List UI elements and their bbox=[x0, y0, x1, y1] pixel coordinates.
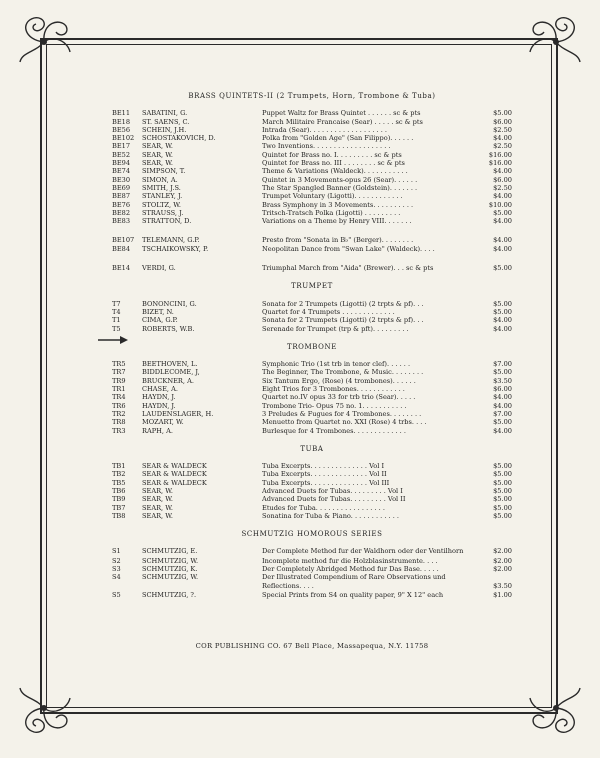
entry-code: BE14 bbox=[112, 264, 131, 273]
entry-price: $5.00 bbox=[493, 486, 512, 495]
entry-code: TB9 bbox=[112, 495, 126, 504]
brass-list-2 bbox=[112, 236, 512, 253]
entry-price: $5.00 bbox=[493, 368, 512, 377]
entry-title: Theme & Variations (Waldeck). . . . . . . . . . . bbox=[262, 167, 408, 176]
catalog-entry bbox=[112, 385, 512, 393]
entry-price: $5.00 bbox=[493, 462, 512, 471]
catalog-entry bbox=[112, 151, 512, 159]
entry-title: Tuba Excerpts. . . . . . . . . . . . . . Vol III bbox=[262, 478, 390, 487]
catalog-entry bbox=[112, 245, 512, 253]
catalog-entry bbox=[112, 565, 512, 573]
entry-composer: SEAR, W. bbox=[142, 159, 173, 168]
schmutzig-list bbox=[112, 547, 512, 599]
entry-composer: BEETHOVEN, L. bbox=[142, 360, 198, 369]
catalog-entry bbox=[112, 192, 512, 200]
catalog-entry bbox=[112, 184, 512, 192]
entry-title: Der Illustrated Compendium of Rare Observations und Reflections. . . . bbox=[262, 573, 446, 590]
entry-code: BE74 bbox=[112, 167, 131, 176]
entry-price: $6.00 bbox=[493, 385, 512, 394]
entry-composer: SEAR & WALDECK bbox=[142, 478, 207, 487]
entry-composer: STOLTZ, W. bbox=[142, 200, 181, 209]
catalog-entry bbox=[112, 557, 512, 565]
entry-composer: HAYDN, J. bbox=[142, 401, 176, 410]
entry-composer: TELEMANN, G.P. bbox=[142, 236, 200, 245]
entry-composer: BIZET, N. bbox=[142, 307, 174, 316]
entry-composer: SCHMUTZIG, ?. bbox=[142, 590, 197, 599]
entry-composer: SCHMUTZIG, E. bbox=[142, 547, 198, 556]
entry-code: BE83 bbox=[112, 217, 131, 226]
entry-title: Tritsch-Tratsch Polka (Ligotti) . . . . . . . . . bbox=[262, 208, 401, 217]
entry-code: TB1 bbox=[112, 462, 126, 471]
entry-code: S5 bbox=[112, 590, 121, 599]
entry-title: Der Completely Abridged Method fur Das Base. . . . . bbox=[262, 565, 439, 574]
entry-composer: SCHMUTZIG, W. bbox=[142, 556, 199, 565]
entry-title: Eight Trios for 3 Trombones. . . . . . . . . . . . bbox=[262, 385, 405, 394]
entry-title: Trombone Trio- Opus 75 no. 1. . . . . . . . . . . bbox=[262, 401, 407, 410]
entry-composer: ST. SAENS, C. bbox=[142, 117, 190, 126]
entry-price: $3.50 bbox=[493, 581, 512, 590]
entry-title: Sonatina for Tuba & Piano. . . . . . . . . . . . bbox=[262, 511, 399, 520]
entry-price: $16.00 bbox=[488, 150, 512, 159]
entry-code: TB5 bbox=[112, 478, 126, 487]
entry-price: $5.00 bbox=[493, 511, 512, 520]
catalog-entry bbox=[112, 402, 512, 410]
catalog-entry bbox=[112, 236, 512, 244]
entry-price: $4.00 bbox=[493, 236, 512, 245]
entry-title: Intrada (Sear). . . . . . . . . . . . . . . . . . . bbox=[262, 125, 388, 134]
entry-price: $5.00 bbox=[493, 495, 512, 504]
entry-price: $7.00 bbox=[493, 409, 512, 418]
entry-code: T4 bbox=[112, 307, 121, 316]
entry-composer: SCHOSTAKOVICH, D. bbox=[142, 134, 216, 143]
section-title-schmutzig: SCHMUTZIG HOMOROUS SERIES bbox=[241, 530, 383, 539]
entry-title: Two Inventions. . . . . . . . . . . . . . . . . . . bbox=[262, 142, 391, 151]
catalog-entry bbox=[112, 316, 512, 324]
entry-code: BE94 bbox=[112, 159, 131, 168]
entry-title: Burlesque for 4 Trombones. . . . . . . . . . . . . bbox=[262, 426, 406, 435]
entry-title: Six Tantum Ergo, (Rose) (4 trombones). . . . . . bbox=[262, 376, 416, 385]
publisher-footer: COR PUBLISHING CO. 67 Bell Place, Massapequa, N.Y. 11758 bbox=[195, 642, 429, 650]
entry-composer: BONONCINI, G. bbox=[142, 299, 197, 308]
catalog-entry bbox=[112, 377, 512, 385]
entry-composer: STANLEY, J. bbox=[142, 192, 183, 201]
entry-price: $5.00 bbox=[493, 478, 512, 487]
entry-price: $2.00 bbox=[493, 565, 512, 574]
catalog-entry bbox=[112, 167, 512, 175]
entry-title: The Beginner, The Trombone, & Music. . . . . . . . bbox=[262, 368, 424, 377]
entry-title: Trumpet Voluntary (Ligotti). . . . . . . . . . . . bbox=[262, 192, 403, 201]
entry-composer: BRUCKNER, A. bbox=[142, 376, 194, 385]
entry-price: $10.00 bbox=[488, 200, 512, 209]
entry-title: Quintet for Brass no. III . . . . . . . . sc & pts bbox=[262, 159, 405, 168]
entry-price: $3.50 bbox=[493, 376, 512, 385]
catalog-entry bbox=[112, 393, 512, 401]
catalog-entry bbox=[112, 201, 512, 209]
entry-composer: SMITH, J.S. bbox=[142, 183, 181, 192]
entry-code: BE18 bbox=[112, 117, 131, 126]
entry-code: S3 bbox=[112, 565, 121, 574]
entry-price: $4.00 bbox=[493, 134, 512, 143]
entry-price: $4.00 bbox=[493, 192, 512, 201]
entry-title: Der Complete Method fur der Waldhorn oder der Ventilhorn bbox=[262, 547, 464, 556]
entry-price: $4.00 bbox=[493, 401, 512, 410]
entry-code: S2 bbox=[112, 556, 121, 565]
entry-price: $5.00 bbox=[493, 208, 512, 217]
entry-price: $5.00 bbox=[493, 264, 512, 273]
catalog-entry bbox=[112, 495, 512, 503]
entry-composer: RAPH, A. bbox=[142, 426, 173, 435]
entry-title: Sonata for 2 Trumpets (Ligotti) (2 trpts & pf). . . bbox=[262, 299, 424, 308]
entry-composer: TSCHAIKOWSKY, P. bbox=[142, 244, 209, 253]
catalog-entry bbox=[112, 300, 512, 308]
entry-price: $4.00 bbox=[493, 217, 512, 226]
entry-composer: SABATINI, G. bbox=[142, 109, 188, 118]
catalog-entry bbox=[112, 126, 512, 134]
section-title-trumpet: TRUMPET bbox=[291, 282, 333, 291]
catalog-entry bbox=[112, 427, 512, 435]
entry-price: $7.00 bbox=[493, 360, 512, 369]
entry-composer: SEAR & WALDECK bbox=[142, 470, 207, 479]
entry-code: BE87 bbox=[112, 192, 131, 201]
entry-code: BE69 bbox=[112, 183, 131, 192]
catalog-entry bbox=[112, 470, 512, 478]
entry-price: $5.00 bbox=[493, 503, 512, 512]
entry-price: $5.00 bbox=[493, 299, 512, 308]
entry-price: $2.00 bbox=[493, 547, 512, 556]
catalog-entry bbox=[112, 118, 512, 126]
entry-code: TB7 bbox=[112, 503, 126, 512]
catalog-entry bbox=[112, 109, 512, 117]
entry-code: BE84 bbox=[112, 244, 131, 253]
catalog-entry bbox=[112, 487, 512, 495]
catalog-entry bbox=[112, 325, 512, 333]
entry-code: BE107 bbox=[112, 236, 135, 245]
entry-price: $4.00 bbox=[493, 324, 512, 333]
catalog-entry bbox=[112, 217, 512, 225]
entry-price: $4.00 bbox=[493, 167, 512, 176]
catalog-entry bbox=[112, 591, 512, 599]
catalog-entry bbox=[112, 479, 512, 487]
entry-code: BE17 bbox=[112, 142, 131, 151]
entry-price: $1.00 bbox=[493, 590, 512, 599]
entry-composer: SIMON, A. bbox=[142, 175, 178, 184]
entry-code: TR1 bbox=[112, 385, 126, 394]
catalog-entry bbox=[112, 176, 512, 184]
entry-price: $2.50 bbox=[493, 142, 512, 151]
entry-composer: SEAR & WALDECK bbox=[142, 462, 207, 471]
entry-composer: ROBERTS, W.B. bbox=[142, 324, 195, 333]
entry-composer: SEAR, W. bbox=[142, 486, 173, 495]
entry-composer: MOZART, W. bbox=[142, 418, 184, 427]
entry-code: TB2 bbox=[112, 470, 126, 479]
entry-title: Puppet Waltz for Brass Quintet . . . . . . sc & pts bbox=[262, 109, 421, 118]
entry-title: Tuba Excerpts. . . . . . . . . . . . . . Vol I bbox=[262, 462, 385, 471]
catalog-entry bbox=[112, 360, 512, 368]
entry-composer: BIDDLECOME, J, bbox=[142, 368, 200, 377]
entry-composer: SEAR, W. bbox=[142, 150, 173, 159]
entry-code: T1 bbox=[112, 316, 121, 325]
corner-ornament-bottom-right bbox=[524, 676, 586, 738]
entry-code: T5 bbox=[112, 324, 121, 333]
entry-price: $4.00 bbox=[493, 316, 512, 325]
entry-price: $4.00 bbox=[493, 393, 512, 402]
entry-title: Variations on a Theme by Henry VIII. . . . . . . bbox=[262, 217, 412, 226]
entry-code: BE82 bbox=[112, 208, 131, 217]
entry-composer: STRAUSS, J. bbox=[142, 208, 184, 217]
entry-code: TR2 bbox=[112, 409, 126, 418]
entry-title: Brass Symphony in 3 Movements. . . . . . . . . . bbox=[262, 200, 414, 209]
catalog-entry bbox=[112, 504, 512, 512]
entry-composer: HAYDN, J. bbox=[142, 393, 176, 402]
entry-price: $5.00 bbox=[493, 418, 512, 427]
entry-price: $16.00 bbox=[488, 159, 512, 168]
section-title-tuba: TUBA bbox=[300, 444, 324, 453]
tuba-list bbox=[112, 462, 512, 520]
entry-title: Menuetto from Quartet no. XXI (Rose) 4 trbs. . . . bbox=[262, 418, 427, 427]
entry-code: TR4 bbox=[112, 393, 126, 402]
catalog-entry bbox=[112, 547, 512, 555]
entry-title: March Militaire Francaise (Sear) . . . . . sc & pts bbox=[262, 117, 423, 126]
entry-title: Advanced Duets for Tubas. . . . . . . . . Vol II bbox=[262, 495, 406, 504]
catalog-entry bbox=[112, 134, 512, 142]
entry-code: BE76 bbox=[112, 200, 131, 209]
brass-list-3 bbox=[112, 264, 512, 272]
entry-title: Neopolitan Dance from "Swan Lake" (Waldeck). . . . bbox=[262, 244, 435, 253]
entry-composer: SEAR, W. bbox=[142, 511, 173, 520]
catalog-entry bbox=[112, 418, 512, 426]
catalog-entry bbox=[112, 512, 512, 520]
entry-code: TR5 bbox=[112, 360, 126, 369]
entry-code: TR7 bbox=[112, 368, 126, 377]
brass-list bbox=[112, 109, 512, 225]
entry-title: Polka from "Golden Age" (San Filippo). . . . . . bbox=[262, 134, 414, 143]
section-title-brass: BRASS QUINTETS-II (2 Trumpets, Horn, Trombone & Tuba) bbox=[188, 92, 436, 100]
entry-title: Etudes for Tuba. . . . . . . . . . . . . . . . . bbox=[262, 503, 385, 512]
entry-composer: CIMA, G.P. bbox=[142, 316, 178, 325]
entry-composer: SCHMUTZIG, K. bbox=[142, 565, 198, 574]
entry-title: Quartet for 4 Trumpets . . . . . . . . . . . . . bbox=[262, 307, 395, 316]
entry-price: $4.00 bbox=[493, 244, 512, 253]
entry-price: $6.00 bbox=[493, 175, 512, 184]
corner-ornament-bottom-left bbox=[14, 676, 76, 738]
entry-code: S1 bbox=[112, 547, 121, 556]
corner-ornament-top-right bbox=[524, 12, 586, 74]
entry-code: S4 bbox=[112, 573, 121, 582]
catalog-entry bbox=[112, 573, 512, 590]
entry-price: $5.00 bbox=[493, 109, 512, 118]
entry-title: Tuba Excerpts. . . . . . . . . . . . . . Vol II bbox=[262, 470, 387, 479]
catalog-content bbox=[112, 92, 512, 599]
entry-composer: SEAR, W. bbox=[142, 503, 173, 512]
catalog-entry bbox=[112, 462, 512, 470]
entry-code: TR3 bbox=[112, 426, 126, 435]
entry-title: 3 Preludes & Fugues for 4 Trombones. . . . . . . . bbox=[262, 409, 422, 418]
entry-composer: SCHMUTZIG, W. bbox=[142, 573, 199, 582]
entry-title: Quintet in 3 Movements-opus 26 (Sear). . . . . . bbox=[262, 175, 418, 184]
entry-code: BE56 bbox=[112, 125, 131, 134]
entry-composer: LAUDENSLAGER, H. bbox=[142, 409, 214, 418]
entry-code: BE30 bbox=[112, 175, 131, 184]
entry-title: Quintet for Brass no. I. . . . . . . . . sc & pts bbox=[262, 150, 402, 159]
entry-composer: SEAR, W. bbox=[142, 142, 173, 151]
corner-ornament-top-left bbox=[14, 12, 76, 74]
catalog-entry bbox=[112, 308, 512, 316]
catalog-entry bbox=[112, 142, 512, 150]
entry-title: Symphonic Trio (1st trb in tenor clef). . . . . . bbox=[262, 360, 411, 369]
catalog-entry bbox=[112, 209, 512, 217]
entry-title: Advanced Duets for Tubas. . . . . . . . . Vol I bbox=[262, 486, 403, 495]
catalog-entry bbox=[112, 410, 512, 418]
entry-price: $2.00 bbox=[493, 556, 512, 565]
entry-price: $5.00 bbox=[493, 307, 512, 316]
entry-code: BE11 bbox=[112, 109, 131, 118]
entry-title: Sonata for 2 Trumpets (Ligotti) (2 trpts & pf). . . bbox=[262, 316, 424, 325]
catalog-entry bbox=[112, 264, 512, 272]
entry-title: Serenade for Trumpet (trp & pft). . . . . . . . . bbox=[262, 324, 409, 333]
trombone-list bbox=[112, 360, 512, 435]
entry-code: TR9 bbox=[112, 376, 126, 385]
entry-price: $2.50 bbox=[493, 183, 512, 192]
entry-code: TB8 bbox=[112, 511, 126, 520]
entry-code: T7 bbox=[112, 299, 121, 308]
entry-price: $4.00 bbox=[493, 426, 512, 435]
entry-title: Special Prints from S4 on quality paper, 9" X 12" each bbox=[262, 590, 444, 599]
entry-code: TR8 bbox=[112, 418, 126, 427]
entry-composer: STRATTON, D. bbox=[142, 217, 192, 226]
catalog-entry bbox=[112, 368, 512, 376]
entry-composer: SIMPSON, T. bbox=[142, 167, 186, 176]
entry-code: BE102 bbox=[112, 134, 135, 143]
entry-code: BE52 bbox=[112, 150, 131, 159]
entry-price: $5.00 bbox=[493, 470, 512, 479]
entry-code: TR6 bbox=[112, 401, 126, 410]
entry-composer: CHASE, A. bbox=[142, 385, 178, 394]
entry-title: Quartet no.IV opus 33 for trb trio (Sear). . . . . bbox=[262, 393, 416, 402]
entry-code: TB6 bbox=[112, 486, 126, 495]
entry-title: Incomplete method fur die Holzblasinstrumente. . . . bbox=[262, 556, 438, 565]
entry-title: Presto from "Sonata in B♭" (Berger). . . . . . . . bbox=[262, 236, 414, 245]
entry-price: $2.50 bbox=[493, 125, 512, 134]
entry-title: The Star Spangled Banner (Goldstein). . . . . . . bbox=[262, 183, 418, 192]
entry-composer: SCHEIN, J.H. bbox=[142, 125, 187, 134]
catalog-entry bbox=[112, 159, 512, 167]
entry-price: $6.00 bbox=[493, 117, 512, 126]
entry-composer: SEAR, W. bbox=[142, 495, 173, 504]
entry-composer: VERDI, G. bbox=[142, 264, 176, 273]
trumpet-list bbox=[112, 300, 512, 333]
entry-title: Triumphal March from "Aida" (Brewer). . . sc & pts bbox=[262, 264, 434, 273]
section-title-trombone: TROMBONE bbox=[287, 342, 337, 351]
